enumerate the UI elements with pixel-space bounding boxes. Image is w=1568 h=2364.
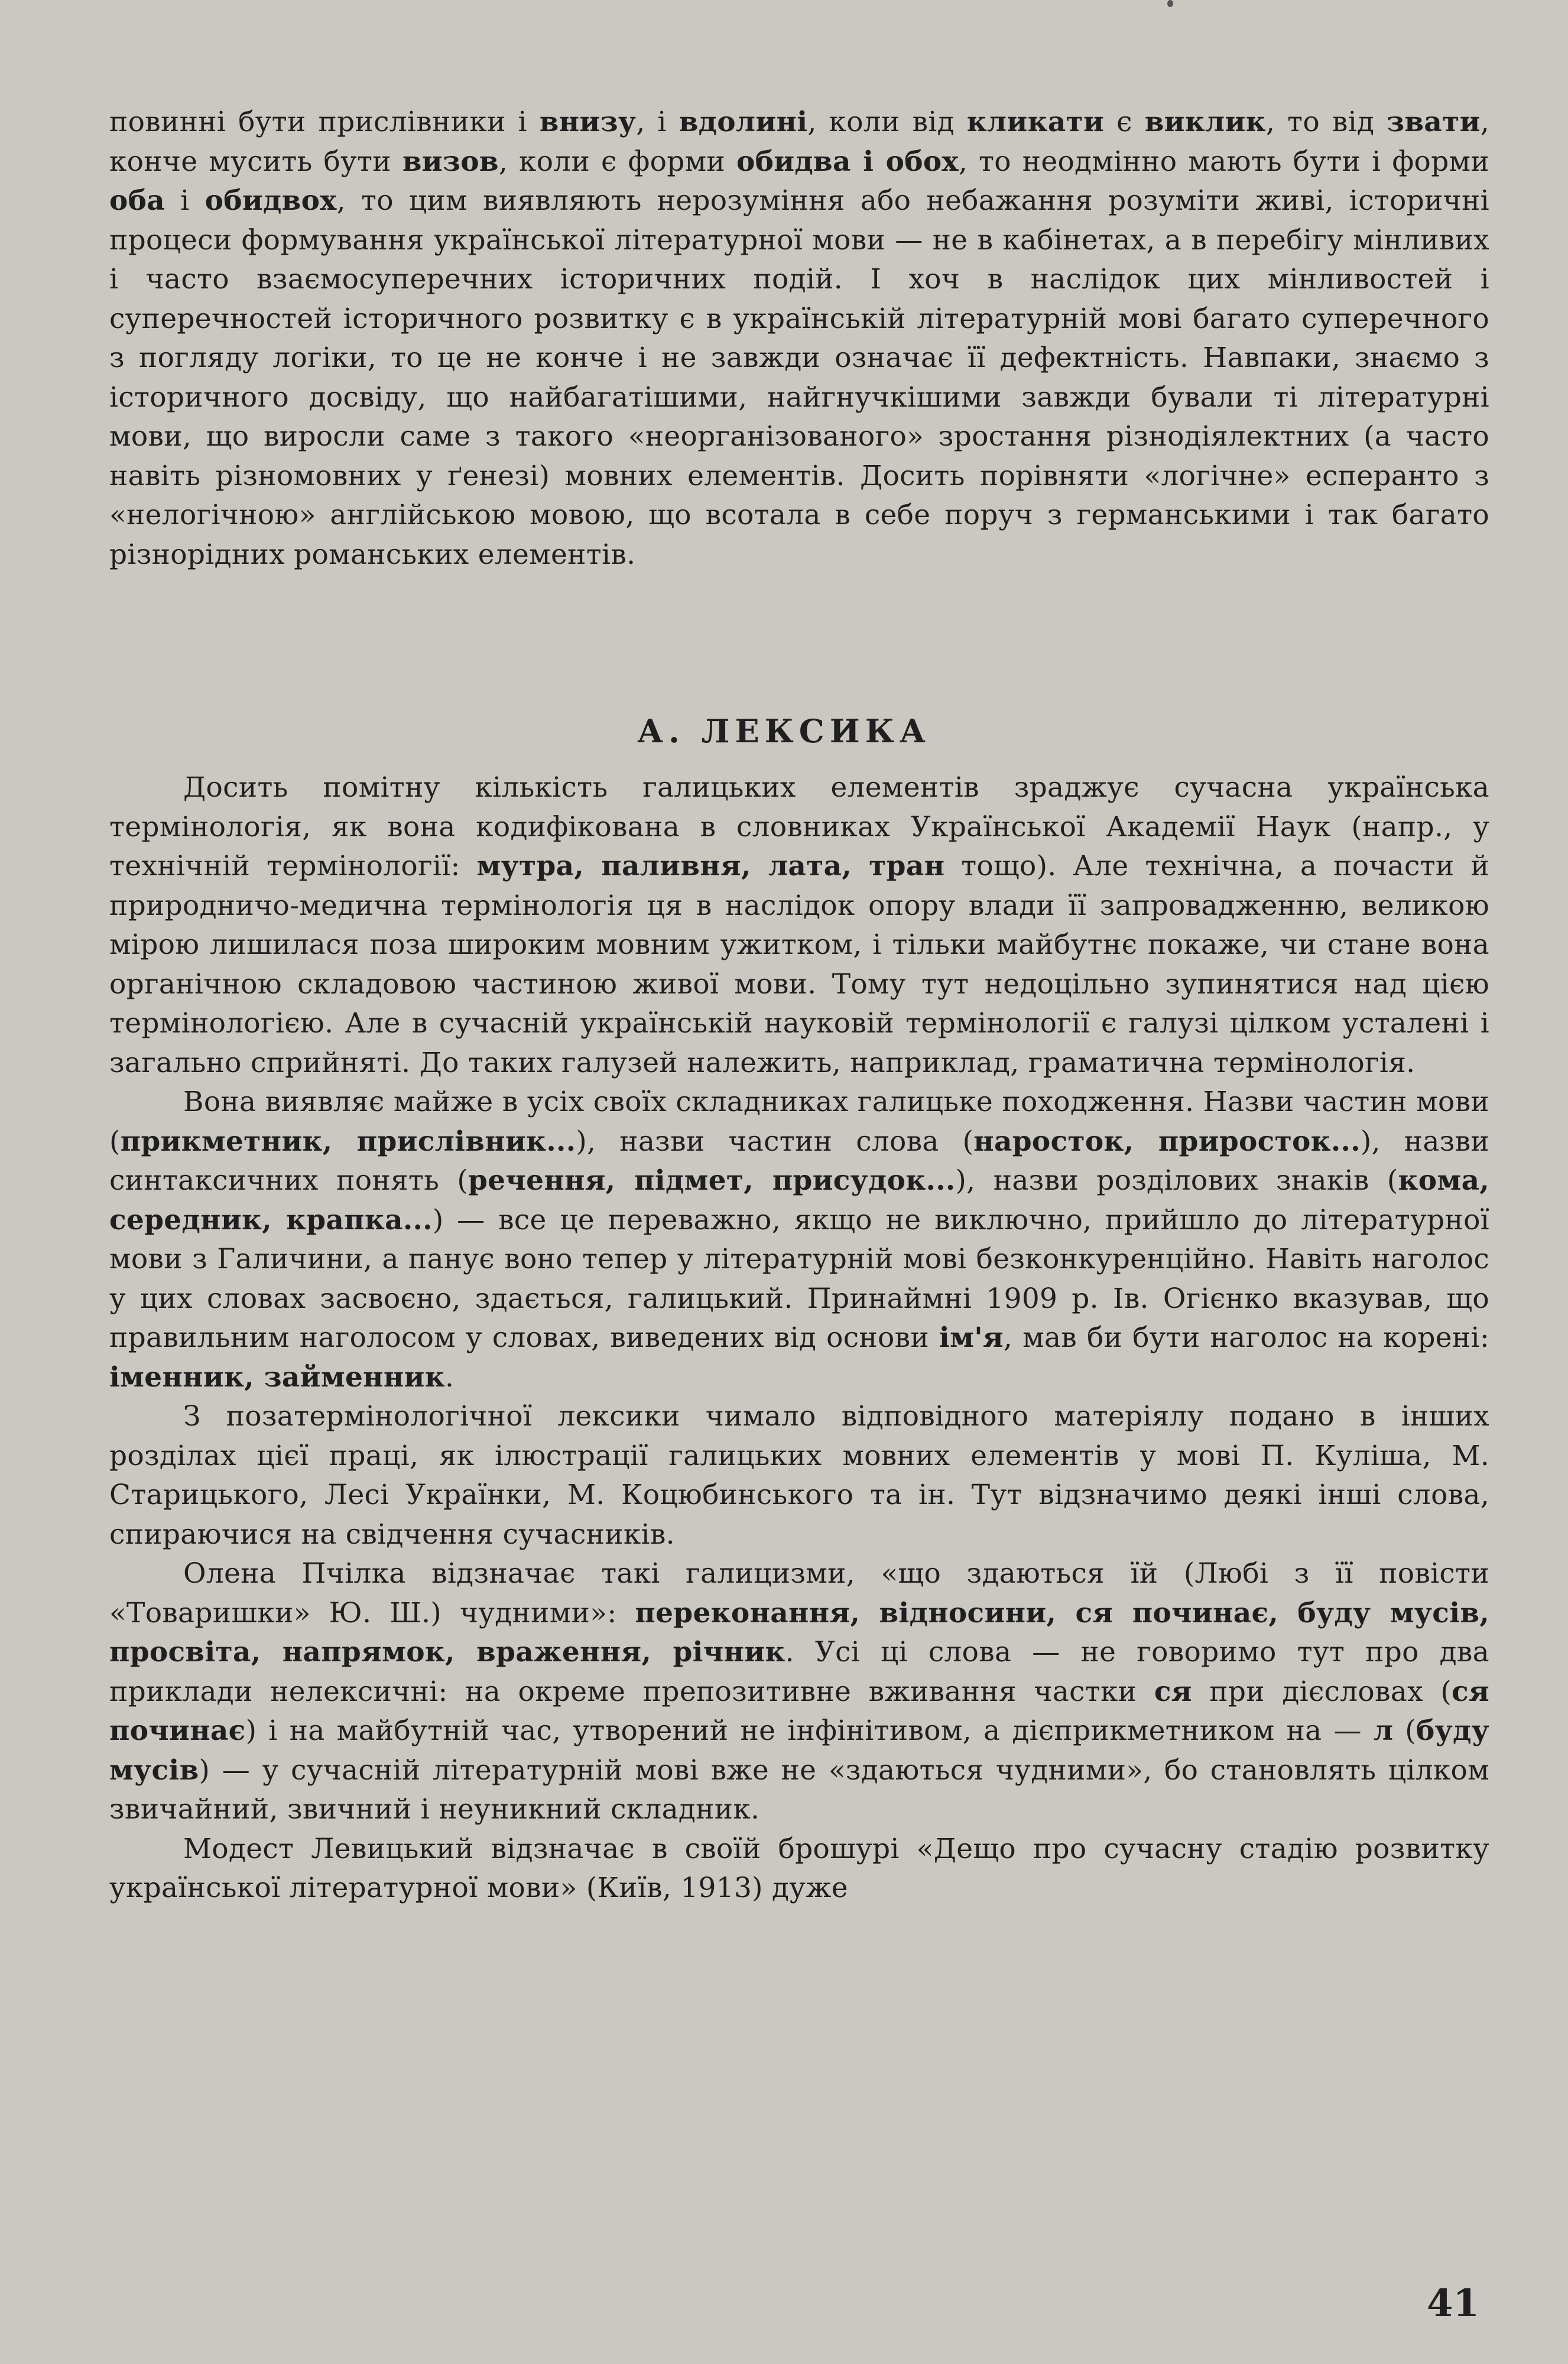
bold-term: виклик: [1144, 106, 1266, 138]
text-run: , то від: [1265, 106, 1387, 138]
text-run: . Усі ці слова — не говоримо тут про два приклади нелексичні: на окреме препозитивне вживання частки: [109, 1636, 1489, 1708]
bold-term: переконання, відносини, ся починає, буду мусів, просвіта, напрямок, враження, річник: [109, 1596, 1490, 1668]
text-run: Досить помітну кількість галицьких елементів зраджує сучасна українська термінологія, як вона кодифікована в словниках Української Академії Наук (напр., у технічній термінології:: [109, 771, 1489, 882]
text-run: , мав би бути наголос на корені:: [1003, 1321, 1489, 1354]
bold-term: кома, середник, крапка...: [109, 1164, 1489, 1236]
text-run: , конче мусить бути: [109, 106, 1489, 178]
lexika-paragraph-1: [109, 768, 1489, 1083]
bold-term: речення, підмет, присудок...: [468, 1164, 956, 1197]
bold-term: кликати: [966, 106, 1105, 138]
text-run: ) — у сучасній літературній мові вже не «здаються чудними», бо становлять цілком звичайний, звичний і неуникний складник.: [109, 1753, 1489, 1826]
bold-term: ся: [1154, 1675, 1192, 1708]
text-run: .: [444, 1360, 455, 1394]
ink-speck: [1167, 0, 1173, 7]
text-run: , коли є форми: [498, 145, 736, 178]
bold-term: ся починає: [109, 1675, 1489, 1747]
text-run: є: [1104, 106, 1145, 138]
bold-term: наросток, приросток...: [973, 1125, 1361, 1158]
text-run: Олена Пчілка відзначає такі галицизми, «що здаються їй (Любі з її повісти «Товаришки» Ю. Ш.) чудними»:: [109, 1557, 1489, 1629]
bold-term: мутра, паливня, лата, тран: [476, 850, 945, 882]
text-run: і: [165, 184, 205, 217]
text-run: , то цим виявляють нерозуміння або небажання розуміти живі, історичні процеси формування української літературної мови — не в кабінетах, а в перебігу мінливих і часто взаємосуперечних історичних подій. І хоч в наслідок цих мінливостей і суперечностей історичного розвитку є в українській літературній мові багато суперечного з погляду логіки, то це не конче і не завжди означає її дефектність. Навпаки, знаємо з історичного досвіду, що найбагатішими, найгнучкішими завжди бували ті літературні мови, що виросли саме з такого «неорганізованого» зростання різнодіялектних (а часто навіть різномовних у ґенезі) мовних елементів. Досить порівняти «логічне» есперанто з «нелогічною» англійською мовою, що всотала в себе поруч з германськими і так багато різнорідних романських елементів.: [109, 184, 1489, 571]
text-run: ), назви синтаксичних понять (: [109, 1125, 1489, 1197]
lexika-paragraph-5: [109, 1830, 1489, 1908]
text-run: ), назви розділових знаків (: [955, 1164, 1398, 1197]
bold-term: обидвох: [204, 184, 337, 217]
bold-term: прикметник, прислівник...: [120, 1125, 576, 1158]
text-run: (: [1393, 1714, 1416, 1747]
lexika-text-block: [109, 768, 1489, 1908]
text-run: , то неодмінно мають бути і форми: [958, 145, 1489, 178]
bold-term: оба: [109, 184, 165, 217]
bold-term: внизу: [539, 106, 637, 138]
bold-term: вдолині: [679, 106, 808, 138]
bold-term: л: [1373, 1714, 1394, 1747]
text-run: ) і на майбутній час, утворений не інфінітивом, а дієприкметником на —: [245, 1714, 1374, 1747]
intro-text-block: [109, 103, 1489, 574]
text-run: З позатермінологічної лексики чимало відповідного матеріялу подано в інших розділах цієї праці, як ілюстрації галицьких мовних елементів у мові П. Куліша, М. Старицького, Лесі Українки, М. Коцюбинського та ін. Тут відзначимо деякі інші слова, спираючися на свідчення сучасників.: [109, 1400, 1489, 1551]
text-run: Модест Левицький відзначає в своїй брошурі «Дещо про сучасну стадію розвитку української літературної мови» (Київ, 1913) дуже: [109, 1832, 1489, 1904]
text-run: при дієсловах (: [1192, 1675, 1452, 1708]
lexika-paragraph-4: [109, 1554, 1489, 1830]
page-number: 41: [1426, 2281, 1479, 2326]
intro-paragraph: [109, 103, 1489, 574]
lexika-paragraph-3: [109, 1397, 1489, 1554]
lexika-paragraph-2: [109, 1083, 1489, 1397]
text-run: , коли від: [807, 106, 967, 138]
text-run: Вона виявляє майже в усіх своїх складниках галицьке походження. Назви частин мови (: [109, 1086, 1489, 1158]
text-run: тощо). Але технічна, а почасти й природничо-медична термінологія ця в наслідок опору влади її запровадженню, великою мірою лишилася поза широким мовним ужитком, і тільки майбутнє покаже, чи стане вона органічною складовою частиною живої мови. Тому тут недоцільно зупинятися над цією термінологією. Але в сучасній українській науковій термінології є галузі цілком усталені і загально сприйняті. До таких галузей належить, наприклад, граматична термінологія.: [109, 850, 1489, 1079]
text-run: ) — все це переважно, якщо не виключно, прийшло до літературної мови з Галичини, а панує воно тепер у літературній мові безконкуренційно. Навіть наголос у цих словах засвоєно, здається, галицький. Принаймні 1909 р. Ів. Огієнко вказував, що правильним наголосом у словах, виведених від основи: [109, 1203, 1489, 1354]
bold-term: визов: [402, 145, 499, 178]
bold-term: іменник, займенник: [109, 1360, 445, 1394]
text-run: повинні бути прислівники і: [109, 106, 540, 138]
bold-term: обидва і обох: [736, 145, 959, 178]
section-heading: А. ЛЕКСИКА: [637, 712, 931, 750]
text-run: , і: [636, 106, 679, 138]
bold-term: ім'я: [939, 1321, 1004, 1354]
bold-term: буду мусів: [109, 1714, 1489, 1787]
text-run: ), назви частин слова (: [576, 1125, 974, 1158]
bold-term: звати: [1387, 106, 1481, 138]
